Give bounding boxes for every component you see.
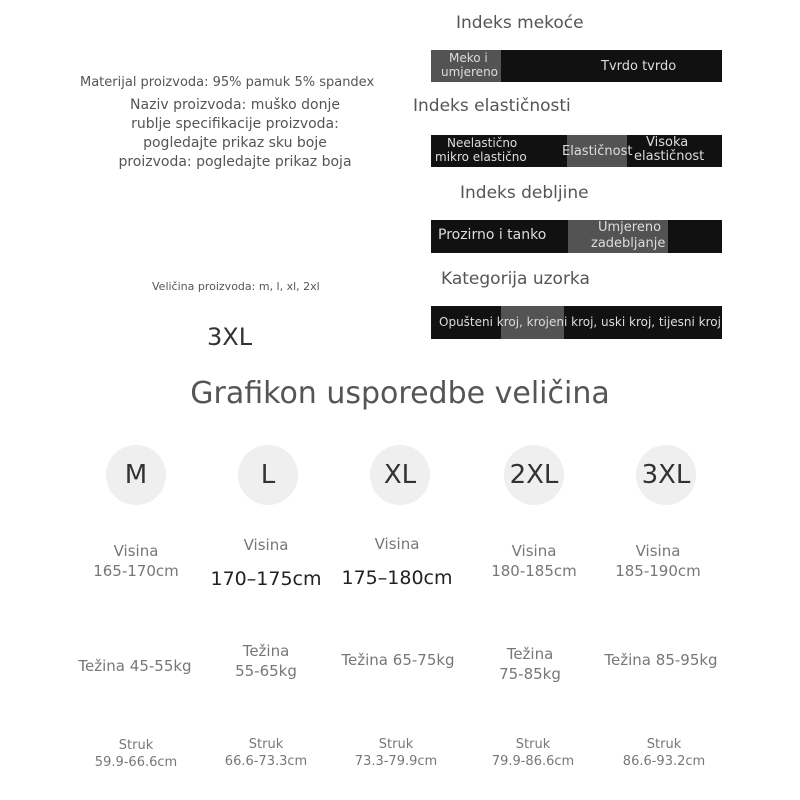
- elasticity-opt2: Elastičnost: [562, 144, 633, 159]
- weight-value: Težina 85-95kg: [604, 651, 718, 669]
- waist-l: [206, 736, 326, 770]
- weight-value: 55-65kg: [235, 662, 297, 680]
- weight-value: Težina 65-75kg: [341, 651, 455, 669]
- waist-value: 66.6-73.3cm: [224, 754, 308, 769]
- waist-value: 73.3-79.9cm: [354, 754, 438, 769]
- waist-label: Struk: [118, 738, 154, 753]
- softness-bar: [431, 50, 722, 82]
- height-l: [196, 535, 336, 589]
- material-text: Materijal proizvoda: 95% pamuk 5% spandex: [80, 75, 375, 90]
- waist-value: 79.9-86.6cm: [491, 754, 575, 769]
- thickness-bar: [431, 220, 722, 253]
- size-circle-2xl: [504, 445, 564, 505]
- weight-m: [70, 656, 200, 676]
- size-circle-3xl: [636, 445, 696, 505]
- size-circle-xl: [370, 445, 430, 505]
- size-m-label: M: [124, 460, 148, 490]
- height-value: 180-185cm: [491, 562, 577, 580]
- waist-value: 59.9-66.6cm: [94, 755, 178, 770]
- elasticity-opt3b: elastičnost: [634, 149, 705, 164]
- softness-index-label: Indeks mekoće: [456, 13, 584, 33]
- extra-size-chip: 3XL: [207, 323, 253, 351]
- height-value: 175–180cm: [341, 567, 453, 589]
- weight-l: [206, 641, 326, 681]
- waist-label: Struk: [646, 737, 682, 752]
- height-xl: [326, 534, 468, 588]
- elasticity-bar: [431, 135, 722, 167]
- size-circle-l: [238, 445, 298, 505]
- height-value: 170–175cm: [210, 568, 322, 590]
- size-2xl-label: 2XL: [509, 460, 559, 490]
- softness-opt2: Tvrdo tvrdo: [601, 59, 677, 74]
- waist-xl: [336, 736, 456, 770]
- elasticity-index-label: Indeks elastičnosti: [413, 96, 571, 116]
- product-desc-line-4: proizvoda: pogledajte prikaz boja: [118, 154, 352, 170]
- product-desc-line-1: Naziv proizvoda: muško donje: [130, 97, 340, 113]
- height-label: Visina: [374, 535, 420, 553]
- height-label: Visina: [511, 542, 557, 560]
- weight-xl: [333, 650, 463, 670]
- height-label: Visina: [635, 542, 681, 560]
- pattern-bar: [431, 306, 722, 339]
- waist-label: Struk: [248, 737, 284, 752]
- height-m: [76, 541, 196, 581]
- softness-opt1b: umjereno: [441, 65, 499, 79]
- height-3xl: [598, 541, 718, 581]
- pattern-category-label: Kategorija uzorka: [441, 269, 590, 289]
- pattern-opt1: Opušteni kroj, krojeni kroj, uski kroj, tijesni kroj: [439, 315, 721, 329]
- weight-3xl: [596, 650, 726, 670]
- waist-label: Struk: [378, 737, 414, 752]
- product-desc-line-2: rublje specifikacije proizvoda:: [131, 116, 339, 132]
- size-xl-label: XL: [383, 460, 417, 490]
- height-label: Visina: [243, 536, 289, 554]
- thickness-opt2: Umjereno: [598, 220, 662, 235]
- product-desc-line-3: pogledajte prikaz sku boje: [143, 135, 327, 151]
- product-sizes: Veličina proizvoda: m, l, xl, 2xl: [152, 280, 320, 293]
- weight-value: 75-85kg: [499, 665, 561, 683]
- size-l-label: L: [260, 460, 276, 490]
- waist-2xl: [473, 736, 593, 770]
- elasticity-opt3: Visoka: [646, 135, 689, 150]
- size-circle-m: [106, 445, 166, 505]
- waist-label: Struk: [515, 737, 551, 752]
- waist-value: 86.6-93.2cm: [622, 754, 706, 769]
- elasticity-opt1b: mikro elastično: [435, 150, 527, 164]
- height-2xl: [474, 541, 594, 581]
- weight-label: Težina: [242, 642, 290, 660]
- size-chart-title: Grafikon usporedbe veličina: [190, 376, 610, 411]
- height-label: Visina: [113, 542, 159, 560]
- waist-m: [76, 737, 196, 771]
- thickness-opt2b: zadebljanje: [591, 236, 666, 251]
- weight-2xl: [470, 644, 590, 684]
- elasticity-opt1: Neelastično: [447, 136, 518, 150]
- thickness-opt1: Prozirno i tanko: [438, 227, 547, 243]
- waist-3xl: [604, 736, 724, 770]
- size-3xl-label: 3XL: [641, 460, 691, 490]
- weight-label: Težina: [506, 645, 554, 663]
- height-value: 165-170cm: [93, 562, 179, 580]
- weight-value: Težina 45-55kg: [78, 657, 192, 675]
- thickness-index-label: Indeks debljine: [460, 183, 589, 203]
- height-value: 185-190cm: [615, 562, 701, 580]
- softness-opt1: Meko i: [449, 51, 488, 65]
